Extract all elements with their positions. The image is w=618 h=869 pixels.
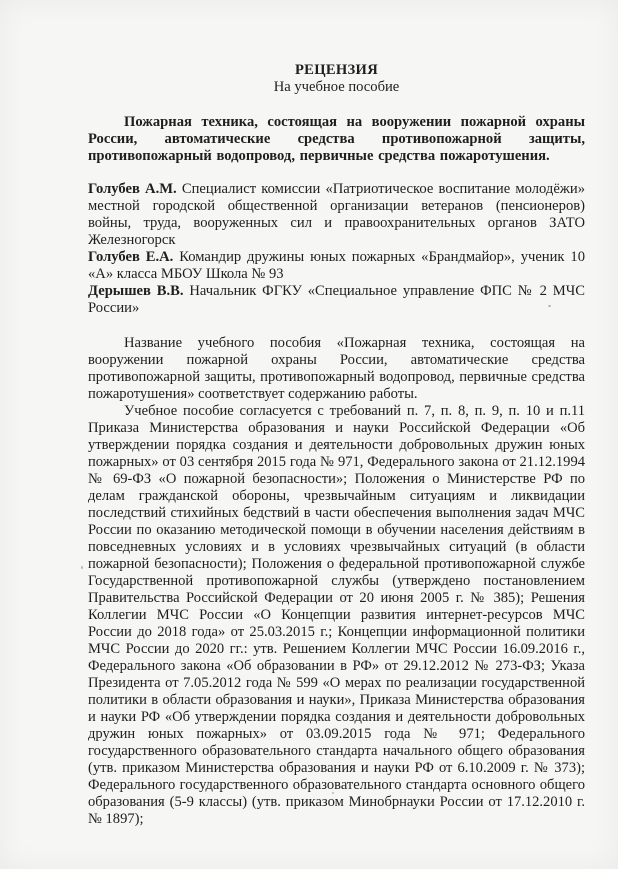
reviewer-entry xyxy=(88,283,585,317)
reviewer-description: Специалист комиссии «Патриотическое воспитание молодёжи» местной городской общественной организации ветеранов (пенсионеров) войны, труда, вооруженных сил и правоохранительных органов ЗАТО Железногорск xyxy=(88,181,585,248)
reviewers-list xyxy=(88,181,585,317)
document-title: РЕЦЕНЗИЯ xyxy=(294,62,379,78)
document-body xyxy=(88,62,585,828)
reviewer-entry xyxy=(88,181,585,249)
reviewer-description: Начальник ФГКУ «Специальное управление ФПС № 2 МЧС России» xyxy=(88,283,585,316)
reviewer-name: Дерышев В.В. xyxy=(88,283,184,299)
reviewer-description: Командир дружины юных пожарных «Брандмайор», ученик 10 «А» класса МБОУ Школа № 93 xyxy=(88,249,585,282)
paragraph-compliance: Учебное пособие согласуется с требований п. 7, п. 8, п. 9, п. 10 и п.11 Приказа Министерства образования и науки Российской Федерации «Об утверждении порядка создания и деятельности добровольных дружин юных пожарных» от 03 сентября 2015 года № 971, Федерального закона от 21.12.1994 № 69-ФЗ «О пожарной безопасности»; Положения о Министерстве РФ по делам гражданской обороны, чрезвычайным ситуациям и ликвидации последствий стихийных бедствий в части обеспечения выполнения задач МЧС России по оказанию методической помощи в обучении населения действиям в повседневных условиях и в условиях чрезвычайных ситуаций (в области пожарной безопасности); Положения о федеральной противопожарной службе Государственной противопожарной службы (утверждено постановлением Правительства Российской Федерации от 20 июня 2005 г. № 385); Решения Коллегии МЧС России «О Концепции развития интернет-ресурсов МЧС России до 2018 года» от 25.03.2015 г.; Концепции информационной политики МЧС России до 2020 гг.: утв. Решением Коллегии МЧС России 16.09.2016 г., Федерального закона «Об образовании в РФ» от 29.12.2012 № 273-ФЗ; Указа Президента от 7.05.2012 года № 599 «О мерах по реализации государственной политики в области образования и науки», Приказа Министерства образования и науки РФ «Об утверждении порядка создания и деятельности добровольных дружин юных пожарных» от 03.09.2015 года № 971; Федерального государственного образовательного стандарта начального общего образования (утв. приказом Министерства образования и науки РФ от 6.10.2009 г. № 373); Федерального государственного образовательного стандарта основного общего образования (5-9 классы) (утв. приказом Минобрнауки России от 17.12.2010 г. № 1897); xyxy=(88,403,585,827)
reviewer-entry xyxy=(88,249,585,283)
scan-speck xyxy=(81,566,83,569)
reviewer-name: Голубев Е.А. xyxy=(88,249,174,265)
book-title: Пожарная техника, состоящая на вооружении пожарной охраны России, автоматические средства противопожарной защиты, противопожарный водопровод, первичные средства пожаротушения. xyxy=(88,114,585,164)
paragraph-title-match: Название учебного пособия «Пожарная техника, состоящая на вооружении пожарной охраны России, автоматические средства противопожарной защиты, противопожарный водопровод, первичные средства пожаротушения» соответствует содержанию работы. xyxy=(88,335,585,402)
reviewer-name: Голубев А.М. xyxy=(88,181,177,197)
document-subtitle: На учебное пособие xyxy=(273,79,400,95)
